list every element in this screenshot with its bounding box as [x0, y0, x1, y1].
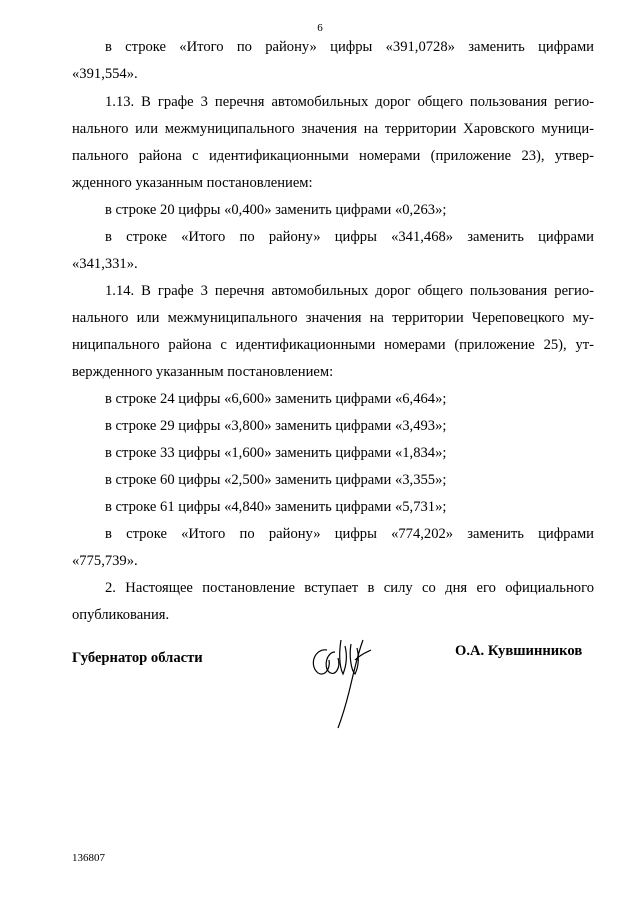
text-line: нального или межмуниципального значения на территории Череповецкого му-	[72, 310, 594, 326]
text-line: в строке 20 цифры «0,400» заменить цифрами «0,263»;	[105, 202, 447, 218]
text-line: в строке 60 цифры «2,500» заменить цифрами «3,355»;	[105, 472, 447, 488]
text-line: 2. Настоящее постановление вступает в силу со дня его официального	[105, 580, 594, 596]
text-line: в строке «Итого по району» цифры «391,0728» заменить цифрами	[105, 39, 594, 55]
text-line: в строке 24 цифры «6,600» заменить цифрами «6,464»;	[105, 391, 447, 407]
document-code: 136807	[72, 852, 105, 864]
text-line: в строке 33 цифры «1,600» заменить цифрами «1,834»;	[105, 445, 447, 461]
handwritten-signature	[305, 630, 380, 730]
text-line: в строке «Итого по району» цифры «774,202» заменить цифрами	[105, 526, 594, 542]
text-line: пального района с идентификационными номерами (приложение 23), утвер-	[72, 148, 594, 164]
text-line: в строке 61 цифры «4,840» заменить цифрами «5,731»;	[105, 499, 447, 515]
text-line: «341,331».	[72, 256, 138, 272]
text-line: жденного указанным постановлением:	[72, 175, 313, 191]
text-line: нального или межмуниципального значения на территории Харовского муници-	[72, 121, 594, 137]
signatory-name: О.А. Кувшинников	[455, 643, 583, 659]
text-line: вержденного указанным постановлением:	[72, 364, 334, 380]
text-line: ниципального района с идентификационными номерами (приложение 25), ут-	[72, 337, 594, 353]
text-line: 1.14. В графе 3 перечня автомобильных дорог общего пользования регио-	[105, 283, 594, 299]
text-line: «391,554».	[72, 66, 138, 82]
text-line: в строке «Итого по району» цифры «341,468» заменить цифрами	[105, 229, 594, 245]
text-line: опубликования.	[72, 607, 170, 623]
signatory-title: Губернатор области	[72, 650, 203, 666]
text-line: 1.13. В графе 3 перечня автомобильных дорог общего пользования регио-	[105, 94, 594, 110]
text-line: «775,739».	[72, 553, 138, 569]
text-line: в строке 29 цифры «3,800» заменить цифрами «3,493»;	[105, 418, 447, 434]
page-number: 6	[317, 22, 323, 34]
